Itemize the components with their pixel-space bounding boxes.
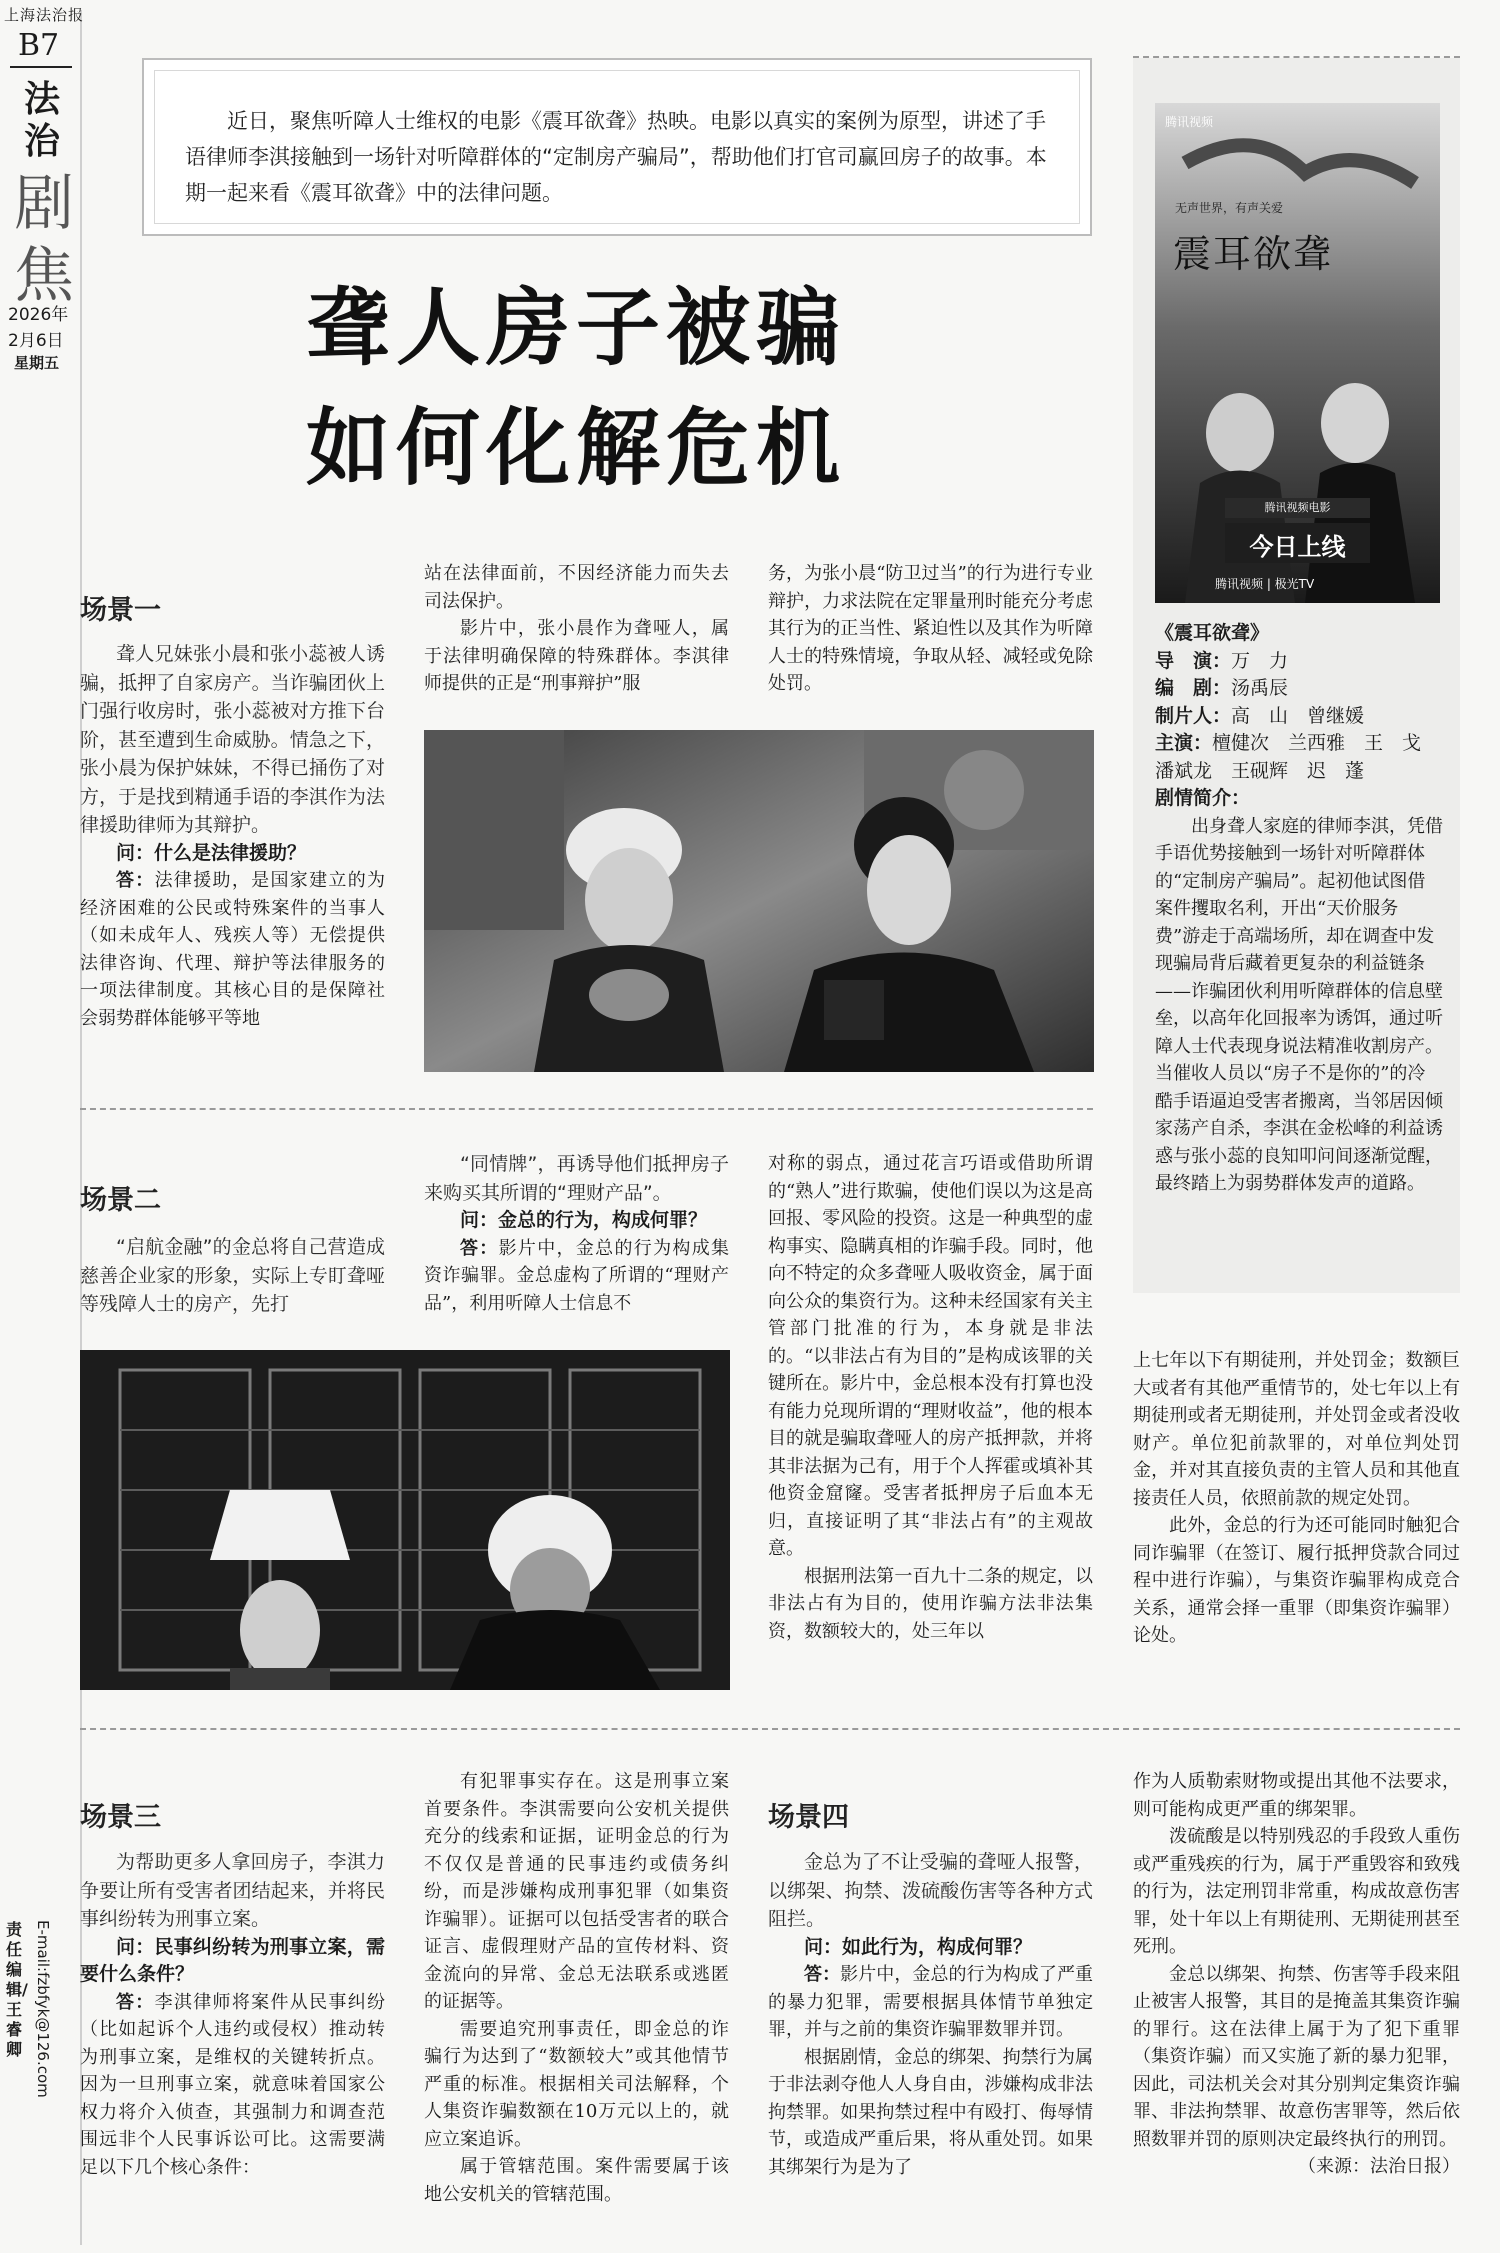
cast: 檀健次 兰西雅 王 戈 潘斌龙 王砚辉 迟 蓬 — [1155, 732, 1441, 782]
scene-2-photo — [80, 1350, 730, 1690]
scene-3-col2-para-2: 需要追究刑事责任，即金总的诈骗行为达到了“数额较大”或其他情节严重的标准。根据相关司法解释，个人集资诈骗数额在10万元以上的，就应立案追诉。 — [424, 2018, 729, 2150]
weekday: 星期五 — [14, 354, 60, 372]
scene-4-col2-para-3: 金总以绑架、拘禁、伤害等手段来阻止被害人报警，其目的是掩盖其集资诈骗的罪行。这在法律上属于为了犯下重罪（集资诈骗）而又实施了新的暴力犯罪，因此，司法机关会对其分别判定集资诈骗罪、非法拘禁罪、故意伤害罪等，然后依照数罪并罚的原则决定最终执行的刑罚。 — [1133, 1963, 1460, 2150]
page-number: B7 — [18, 28, 60, 63]
answer-label: 答： — [116, 1991, 155, 2013]
scene-3-answer: 李淇律师将案件从民事纠纷（比如起诉个人违约或侵权）推动转为刑事立案，是维权的关键转折点。因为一旦刑事立案，就意味着国家公权力将介入侦查，其强制力和调查范围远非个人民事诉讼可比。这需要满足以下几个核心条件： — [80, 1991, 386, 2178]
answer-label: 答： — [804, 1964, 841, 1985]
scene-1-column-2 — [424, 560, 729, 698]
scene-2-title: 场景二 — [80, 1185, 161, 1216]
scene-3-lead: 为帮助更多人拿回房子，李淇力争要让所有受害者团结起来，并将民事纠纷转为刑事立案。 — [80, 1851, 385, 1930]
scene-3-col2-text: 有犯罪事实存在。这是刑事立案首要条件。李淇需要向公安机关提供充分的线索和证据，证明金总的行为不仅仅是普通的民事违约或债务纠纷，而是涉嫌构成刑事犯罪（如集资诈骗罪）。证据可以包括受害者的联合证言、虚假理财产品的宣传材料、资金流向的异常、金总无法联系或逃匿的证据等。 — [424, 1771, 729, 2012]
scene-1-photo — [424, 730, 1094, 1072]
editor-email: E-mail:fzbfyk@126.com — [34, 1920, 52, 2098]
poster-title: 震耳欲聋 — [1173, 232, 1334, 276]
scene-4-question: 问：如此行为，构成何罪？ — [804, 1935, 1033, 1958]
scene-1-title: 场景一 — [80, 595, 161, 626]
scene-4-para-2: 根据剧情，金总的绑架、拘禁行为属于非法剥夺他人人身自由，涉嫌构成非法拘禁罪。如果拘禁过程中有殴打、侮辱情节，或造成严重后果，将从重处罚。如果其绑架行为是为了 — [768, 2046, 1093, 2178]
scene-1-answer: 法律援助，是国家建立的为经济困难的公民或特殊案件的当事人（如未成年人、残疾人等）无偿提供法律咨询、代理、辩护等法律服务的一项法律制度。其核心目的是保障社会弱势群体能够平等地 — [80, 870, 386, 1029]
scene-2-lead: “启航金融”的金总将自己营造成慈善企业家的形象，实际上专盯聋哑等残障人士的房产，先打 — [80, 1236, 385, 1315]
section-subname: 剧焦 — [14, 169, 74, 311]
scene-4-column-1 — [768, 1848, 1093, 2181]
scene-2-col4-para: 此外，金总的行为还可能同时触犯合同诈骗罪（在签订、履行抵押贷款合同过程中进行诈骗），与集资诈骗罪构成竞合关系，通常会择一重罪（即集资诈骗罪）论处。 — [1133, 1515, 1460, 1646]
scene-3-question: 问：民事纠纷转为刑事立案，需要什么条件？ — [80, 1935, 385, 1985]
scene-3-column-1 — [80, 1848, 385, 2181]
producer-label: 制片人： — [1155, 704, 1232, 727]
poster-tagline: 无声世界，有声关爱 — [1175, 201, 1284, 215]
answer-label: 答： — [116, 870, 155, 891]
producer: 高 山 曾继媛 — [1231, 704, 1365, 727]
scene-1-col2-para: 影片中，张小晨作为聋哑人，属于法律明确保障的特殊群体。李淇律师提供的正是“刑事辩护”服 — [424, 618, 729, 694]
scene-3-column-2 — [424, 1768, 729, 2208]
headline-line-1: 聋人房子被骗 — [306, 278, 847, 377]
movie-title: 《震耳欲聋》 — [1155, 622, 1270, 644]
poster-logos: 腾讯视频 | 极光TV — [1215, 577, 1315, 591]
scene-2-col3-para: 根据刑法第一百九十二条的规定，以非法占有为目的，使用诈骗方法非法集资，数额较大的，处三年以 — [768, 1565, 1093, 1642]
section-name: 法治 — [24, 78, 61, 162]
scene-4-col2-text: 作为人质勒索财物或提出其他不法要求，则可能构成更严重的绑架罪。 — [1133, 1771, 1460, 1820]
scene-2-col3-text: 对称的弱点，通过花言巧语或借助所谓的“熟人”进行欺骗，使他们误以为这是高回报、零风险的投资。这是一种典型的虚构事实、隐瞒真相的诈骗手段。同时，他向不特定的众多聋哑人吸收资金，属于面向公众的集资行为。这种未经国家有关主管部门批准的行为，本身就是非法的。“以非法占有为目的”是构成该罪的关键所在。影片中，金总根本没有打算也没有能力兑现所谓的“理财收益”，他的根本目的就是骗取聋哑人的房产抵押款，并将其非法据为己有，用于个人挥霍或填补其他资金窟窿。受害者抵押房子后血本无归，直接证明了其“非法占有”的主观故意。 — [768, 1153, 1093, 1559]
headline-line-2: 如何化解危机 — [306, 398, 847, 497]
scene-2-column-4 — [1133, 1347, 1460, 1650]
source-credit: （来源：法治日报） — [1298, 2156, 1460, 2177]
movie-still-elderly-man — [80, 1350, 730, 1690]
poster-badge: 腾讯视频电影 — [1264, 501, 1331, 514]
scene-4-column-2 — [1133, 1768, 1460, 2181]
scene-2-col2-lead: “同情牌”，再诱导他们抵押房子来购买其所谓的“理财产品”。 — [424, 1153, 729, 1204]
scene-1-question: 问：什么是法律援助？ — [116, 841, 307, 864]
writer-label: 编 剧： — [1155, 677, 1232, 699]
director: 万 力 — [1231, 649, 1289, 672]
scene-3-title: 场景三 — [80, 1802, 161, 1833]
scene-1-column-3 — [768, 560, 1093, 698]
intro-box — [142, 58, 1092, 236]
director-label: 导 演： — [1155, 649, 1232, 672]
writer: 汤禹辰 — [1231, 677, 1289, 699]
headline — [306, 268, 846, 508]
scene-4-lead: 金总为了不让受骗的聋哑人报警，以绑架、拘禁、泼硫酸伤害等各种方式阻拦。 — [768, 1851, 1093, 1930]
scene-2-col4-text: 上七年以下有期徒刑，并处罚金；数额巨大或者有其他严重情节的，处七年以上有期徒刑或者无期徒刑，并处罚金或者没收财产。单位犯前款罪的，对单位判处罚金，并对其直接负责的主管人员和其他直接责任人员，依照前款的规定处罚。 — [1133, 1350, 1460, 1509]
movie-still-lawyer-and-woman — [424, 730, 1094, 1072]
date-day: 2月6日 — [8, 331, 64, 351]
poster-platform: 腾讯视频 — [1165, 115, 1214, 129]
synopsis-label: 剧情简介： — [1155, 787, 1251, 809]
scene-2-column-1 — [80, 1233, 385, 1319]
scene-1-col3-text: 务，为张小晨“防卫过当”的行为进行专业辩护，力求法院在定罪量刑时能充分考虑其行为的正当性、紧迫性以及其作为听障人士的特殊情境，争取从轻、减轻或免除处罚。 — [768, 563, 1093, 694]
scene-3-col2-para-3: 属于管辖范围。案件需要属于该地公安机关的管辖范围。 — [424, 2156, 729, 2205]
scene-1-column-1 — [80, 640, 385, 1032]
masthead-rule — [10, 66, 72, 68]
scene-2-column-2 — [424, 1150, 729, 1317]
paper-name: 上海法治报 — [4, 6, 85, 24]
date-year: 2026年 — [8, 305, 69, 325]
scene-2-question: 问：金总的行为，构成何罪？ — [460, 1209, 708, 1231]
editor-credit: 责任编辑/王睿卿 — [6, 1920, 28, 2059]
scene-4-answer: 影片中，金总的行为构成了严重的暴力犯罪，需要根据具体情节单独定罪，并与之前的集资诈骗罪数罪并罚。 — [768, 1964, 1094, 2040]
cast-label: 主演： — [1155, 732, 1213, 754]
synopsis: 出身聋人家庭的律师李淇，凭借手语优势接触到一场针对听障群体的“定制房产骗局”。起初他试图借案件攫取名利，开出“天价服务费”游走于高端场所，却在调查中发现骗局背后藏着更复杂的利益链条——诈骗团伙利用听障群体的信息壁垒，以高年化回报率为诱饵，通过听障人士代表现身说法精准收割房产。当催收人员以“房子不是你的”的冷酷手语逼迫受害者搬离，当邻居因倾家荡产自杀，李淇在金松峰的利益诱惑与张小蕊的良知叩问间逐渐觉醒，最终踏上为弱势群体发声的道路。 — [1155, 815, 1443, 1194]
scene-4-title: 场景四 — [768, 1802, 849, 1833]
scene-4-col2-para-2: 泼硫酸是以特别残忍的手段致人重伤或严重残疾的行为，属于严重毁容和致残的行为，法定刑罚非常重，构成故意伤害罪，处十年以上有期徒刑、无期徒刑甚至死刑。 — [1133, 1826, 1460, 1957]
scene-1-lead: 聋人兄妹张小晨和张小蕊被人诱骗，抵押了自家房产。当诈骗团伙上门强行收房时，张小蕊被对方推下台阶，甚至遭到生命威胁。情急之下，张小晨为保护妹妹，不得已捅伤了对方，于是找到精通手语的李淇作为法律援助律师为其辩护。 — [80, 643, 385, 836]
poster-release: 今日上线 — [1249, 533, 1346, 561]
section-divider — [80, 1728, 1460, 1730]
scene-2-column-3 — [768, 1150, 1093, 1645]
movie-poster — [1155, 103, 1440, 603]
intro-text: 近日，聚焦听障人士维权的电影《震耳欲聋》热映。电影以真实的案例为原型，讲述了手语律师李淇接触到一场针对听障群体的“定制房产骗局”，帮助他们打官司赢回房子的故事。本期一起来看《震耳欲聋》中的法律问题。 — [185, 109, 1047, 205]
scene-2-answer: 影片中，金总的行为构成集资诈骗罪。金总虚构了所谓的“理财产品”，利用听障人士信息不 — [424, 1237, 730, 1314]
movie-info — [1155, 620, 1443, 1198]
scene-1-col2-text: 站在法律面前，不因经济能力而失去司法保护。 — [424, 563, 729, 612]
answer-label: 答： — [460, 1237, 499, 1259]
section-divider — [80, 1108, 1093, 1110]
